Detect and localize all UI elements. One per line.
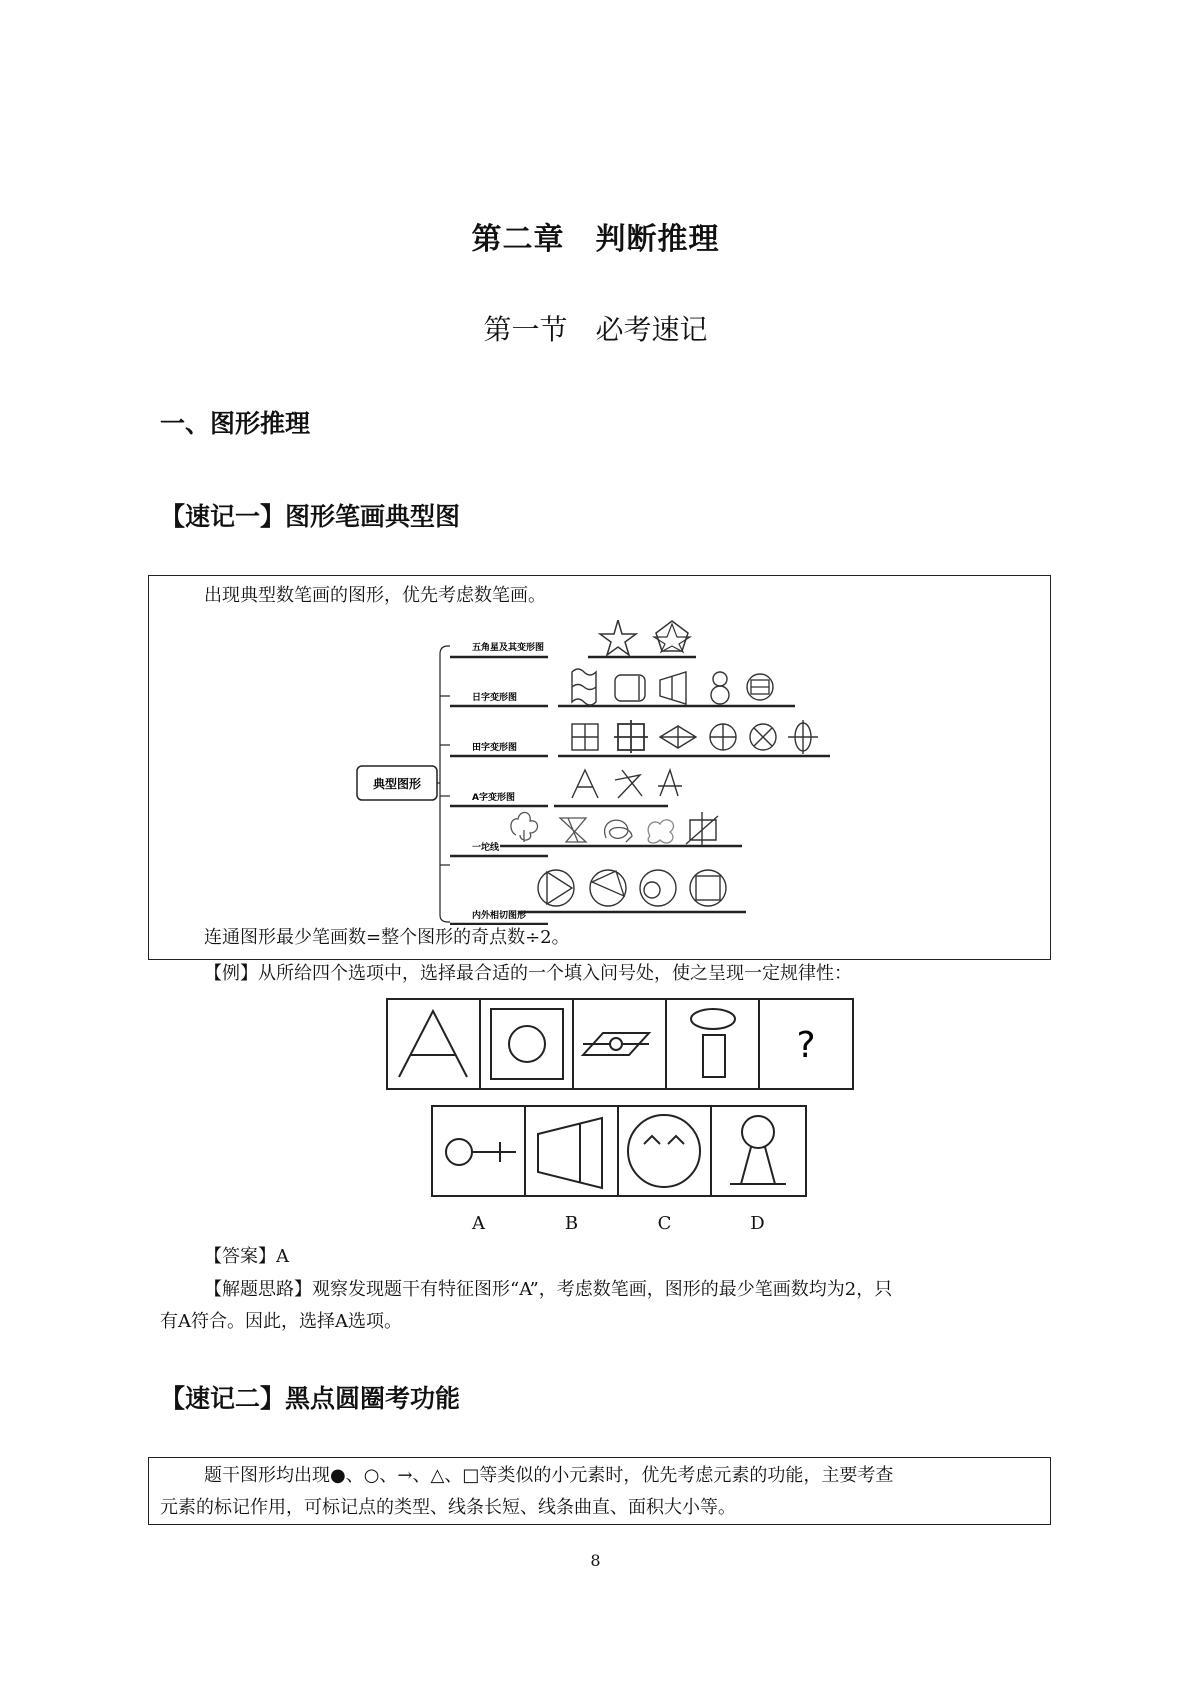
heading-graphic-reasoning: 一、图形推理 [160, 409, 311, 438]
branch-label-star: 五角星及其变形图 [472, 643, 545, 653]
option-label-c: C [657, 1213, 672, 1234]
speed2-title: 【速记二】黑点圆圈考功能 [160, 1384, 461, 1413]
option-a-figure [446, 1139, 472, 1165]
branch-tian [450, 720, 830, 756]
chapter-title: 第二章 判断推理 [471, 222, 720, 257]
tangle4-icon [648, 820, 673, 843]
branch-label-tangent: 内外相切图形 [472, 911, 527, 921]
tangle1-icon [511, 812, 538, 842]
trapezoid-icon [660, 672, 686, 704]
question-fig-square-circle [491, 1009, 563, 1079]
tangle3-icon [605, 820, 632, 842]
branch-tangent [450, 870, 746, 924]
wavy-ri-icon [572, 669, 596, 705]
diamond-cross-icon [660, 726, 696, 748]
speed1-intro: 出现典型数笔画的图形，优先考虑数笔画。 [204, 585, 546, 606]
star-icon [600, 620, 636, 655]
question-fig-a [399, 1011, 467, 1077]
cylinder-icon [615, 675, 645, 701]
option-d-figure [742, 1116, 774, 1148]
option-b-figure [538, 1118, 602, 1188]
tangle5-icon [686, 812, 718, 846]
branch-star [450, 620, 696, 657]
question-fig-ellipse-rect [691, 1009, 735, 1029]
branch-tangle [450, 812, 742, 856]
mindmap-root-label: 典型图形 [372, 777, 422, 791]
example-answer: 【答案】A [204, 1246, 289, 1267]
option-c-figure [628, 1115, 700, 1187]
circle-in-circle-icon [640, 870, 676, 906]
example-explanation-line2: 有A符合。因此，选择A选项。 [160, 1311, 402, 1332]
typical-figures-mindmap [350, 620, 850, 925]
circle-arc-icon [590, 870, 626, 906]
branch-label-a: A字变形图 [472, 793, 515, 803]
a-variant-icon [615, 770, 642, 798]
branch-ri [450, 669, 795, 706]
question-mark: ? [796, 1025, 816, 1066]
tangle2-icon [560, 818, 586, 842]
branch-label-ri: 日字变形图 [472, 693, 518, 703]
a-variant2-icon [658, 770, 682, 796]
section-title: 第一节 必考速记 [483, 313, 708, 346]
question-figures [385, 997, 855, 1093]
speed2-line2: 元素的标记作用，可标记点的类型、线条长短、线条曲直、面积大小等。 [160, 1497, 736, 1518]
speed1-title: 【速记一】图形笔画典型图 [160, 502, 461, 531]
option-label-a: A [472, 1213, 485, 1234]
option-figures [430, 1104, 810, 1200]
example-explanation-line1: 【解题思路】观察发现题干有特征图形“A”，考虑数笔画，图形的最少笔画数均为2，只 [204, 1279, 893, 1300]
page-number: 8 [590, 1551, 601, 1570]
speed2-line1: 题干图形均出现●、○、→、△、□等类似的小元素时，优先考虑元素的功能，主要考查 [204, 1465, 894, 1486]
speed1-formula: 连通图形最少笔画数=整个图形的奇点数÷2。 [204, 927, 570, 948]
letter-a-icon [572, 770, 598, 798]
branch-label-tangle: 一坨线 [472, 843, 500, 853]
branch-label-tian: 田字变形图 [472, 743, 518, 753]
branch-a [450, 770, 682, 806]
example-prompt: 【例】从所给四个选项中，选择最合适的一个填入问号处，使之呈现一定规律性： [204, 963, 852, 984]
circle-triangle-icon [538, 870, 574, 906]
option-label-d: D [750, 1213, 765, 1234]
option-label-b: B [564, 1213, 579, 1234]
figure-eight-icon [713, 672, 727, 686]
